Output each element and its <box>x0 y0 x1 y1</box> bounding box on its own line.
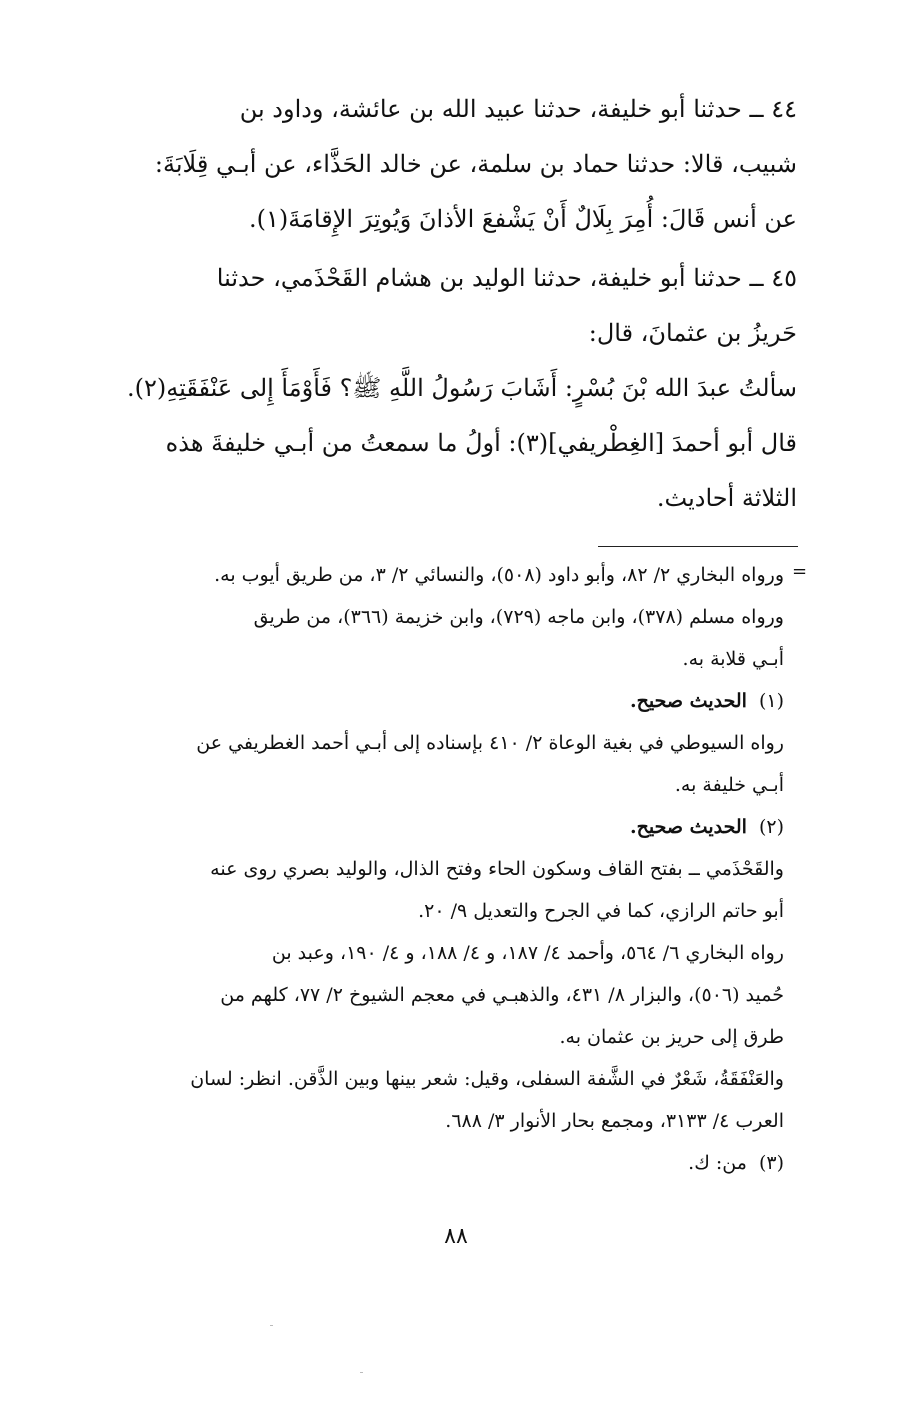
footnote-line: أبو حاتم الرازي، كما في الجرح والتعديل ٩/ ٢٠. <box>418 900 784 922</box>
footnote-line: رواه السيوطي في بغية الوعاة ٢/ ٤١٠ بإسناده إلى أبـي أحمد الغطريفي عن <box>196 732 784 754</box>
footnote-line: ورواه البخاري ٢/ ٨٢، وأبو داود (٥٠٨)، والنسائي ٢/ ٣، من طريق أيوب به. <box>214 564 784 586</box>
footnote-line: طرق إلى حريز بن عثمان به. <box>559 1026 784 1048</box>
continuation-mark: = <box>792 561 808 582</box>
footnote-line: حُميد (٥٠٦)، والبزار ٨/ ٤٣١، والذهبـي في معجم الشيوخ ٢/ ٧٧، كلهم من <box>220 984 784 1006</box>
footnotes <box>62 554 784 1184</box>
footnote-3 <box>62 1142 784 1184</box>
footnote-number: (١) <box>758 690 784 712</box>
hadith-44 <box>75 82 797 247</box>
closing-remark <box>75 416 797 526</box>
text-line: عن أنس قَالَ: أُمِرَ بِلَالٌ أَنْ يَشْفعَ الأذانَ وَيُوتِرَ الإِقامَةَ(١). <box>248 205 797 233</box>
footnote-grade: الحديث صحيح. <box>630 690 747 712</box>
footnote-number: (٣) <box>758 1152 784 1174</box>
footnote-2-heading <box>62 806 784 848</box>
footnote-1-heading <box>62 680 784 722</box>
text-line: سألتُ عبدَ الله بْنَ بُسْرٍ: أَشَابَ رَسُولُ اللَّهِ ﷺ؟ فَأَوْمَأَ إِلى عَنْفَقَتِهِ(٢). <box>126 374 797 402</box>
text-line: قال أبو أحمدَ [الغِطْريفي](٣): أولُ ما سمعتُ من أبـي خليفةَ هذه <box>165 429 797 457</box>
footnote-line: رواه البخاري ٦/ ٥٦٤، وأحمد ٤/ ١٨٧، و ٤/ ١٨٨، و ٤/ ١٩٠، وعبد بن <box>271 942 784 964</box>
footnote-line: والعَنْفَقَةُ، شَعْرٌ في الشَّفة السفلى، وقيل: شعر بينها وبين الذَّقن. انظر: لسان <box>190 1068 784 1090</box>
footnote-grade: الحديث صحيح. <box>630 816 747 838</box>
hadith-45 <box>75 251 797 416</box>
footnote-line: أبـي خليفة به. <box>674 774 784 796</box>
page-number: ٨٨ <box>444 1224 468 1249</box>
text-line: الثلاثة أحاديث. <box>656 484 797 512</box>
scan-speck <box>360 1372 363 1373</box>
text-line: ٤٤ ــ حدثنا أبو خليفة، حدثنا عبيد الله بن عائشة، وداود بن <box>239 95 797 123</box>
text-line: شبيب، قالا: حدثنا حماد بن سلمة، عن خالد الحَذَّاء، عن أبـي قِلَابَةَ: <box>154 150 797 178</box>
footnote-separator <box>598 546 798 547</box>
footnote-text: من: ك. <box>688 1152 747 1174</box>
text-line: حَريزُ بن عثمانَ، قال: <box>588 319 797 347</box>
footnote-number: (٢) <box>758 816 784 838</box>
scan-speck <box>270 1325 273 1326</box>
footnote-line: والقَحْذَمي ــ بفتح القاف وسكون الحاء وفتح الذال، والوليد بصري روى عنه <box>210 858 784 880</box>
footnote-line: ورواه مسلم (٣٧٨)، وابن ماجه (٧٢٩)، وابن خزيمة (٣٦٦)، من طريق <box>253 606 784 628</box>
footnote-line: العرب ٤/ ٣١٣٣، ومجمع بحار الأنوار ٣/ ٦٨٨. <box>445 1110 784 1132</box>
text-line: ٤٥ ــ حدثنا أبو خليفة، حدثنا الوليد بن هشام القَحْذَمي، حدثنا <box>216 264 797 292</box>
footnote-line: أبـي قلابة به. <box>682 648 784 670</box>
main-text <box>75 82 797 526</box>
